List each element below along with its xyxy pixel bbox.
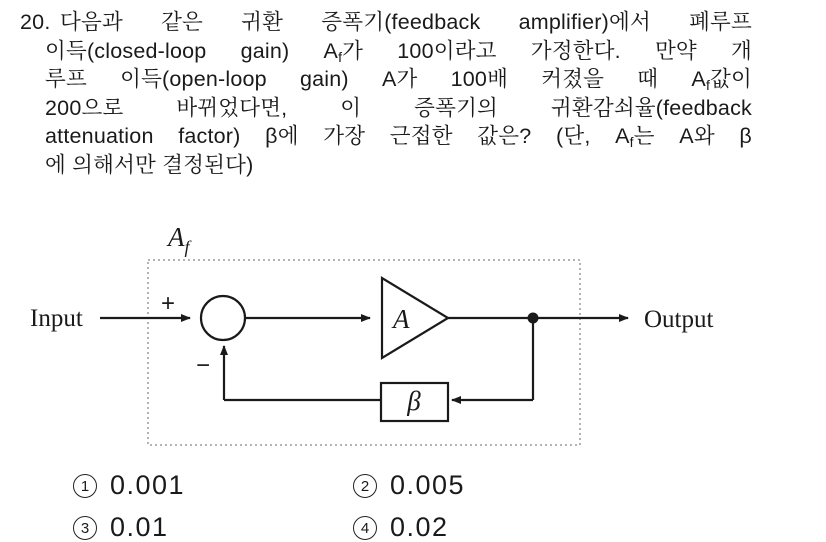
question-line [45, 151, 752, 180]
question-text-segment: 는 A와 β [633, 124, 752, 148]
question-text-segment: 이득(closed-loop gain) A [45, 38, 339, 63]
closed-loop-gain-label [166, 222, 193, 257]
answer-option-2[interactable] [353, 470, 465, 501]
question-text-segment: 200으로 바뀌었다면, 이 증폭기의 귀환감쇠율(feedback [45, 95, 752, 120]
plus-sign-label: + [161, 290, 176, 317]
option-2-circled-number[interactable]: 2 [353, 474, 377, 498]
summing-junction [201, 296, 245, 340]
gain-label-subscript: f [184, 237, 190, 257]
closed-loop-boundary-box [148, 260, 580, 445]
question-block [20, 8, 752, 179]
question-text-segment: 루프 이득(open-loop gain) A가 100배 커졌을 때 A [45, 67, 706, 91]
feedback-amplifier-diagram [0, 210, 826, 470]
question-text-segment: 가 100이라고 가정한다. 만약 개 [342, 38, 753, 63]
answer-option-1[interactable] [73, 470, 185, 501]
question-text-segment: attenuation factor) β에 가장 근접한 값은? (단, A [45, 124, 630, 148]
subscript-f: f [629, 134, 634, 150]
subscript-f: f [705, 77, 711, 93]
answer-option-4[interactable] [353, 512, 449, 542]
question-line [45, 37, 752, 66]
gain-label-base: A [168, 222, 185, 252]
question-line [45, 94, 752, 123]
option-1-circled-number[interactable]: 1 [73, 474, 97, 498]
answer-option-3[interactable] [73, 512, 169, 542]
output-label: Output [644, 306, 714, 333]
option-4-value: 0.02 [390, 512, 449, 542]
question-line [60, 8, 752, 37]
question-line [45, 65, 752, 94]
amplifier-triangle [382, 278, 448, 358]
option-1-value: 0.001 [110, 470, 186, 500]
question-text-segment: 다음과 같은 귀환 증폭기(feedback amplifier)에서 폐루프 [60, 10, 752, 34]
option-4-circled-number[interactable]: 4 [353, 516, 377, 540]
question-text-segment: 에 의해서만 결정된다) [45, 152, 254, 177]
beta-label: β [407, 386, 421, 416]
question-body [45, 37, 752, 180]
option-2-value: 0.005 [390, 470, 466, 500]
option-3-circled-number[interactable]: 3 [73, 516, 97, 540]
minus-sign-label: − [196, 352, 211, 379]
input-label: Input [30, 305, 83, 332]
subscript-f: f [338, 48, 343, 65]
question-number: 20. [20, 10, 51, 34]
question-line [45, 122, 752, 151]
junction-dot [528, 313, 539, 324]
question-text-segment: 값이 [710, 67, 752, 91]
amplifier-gain-label: A [393, 304, 410, 334]
option-3-value: 0.01 [110, 512, 169, 542]
